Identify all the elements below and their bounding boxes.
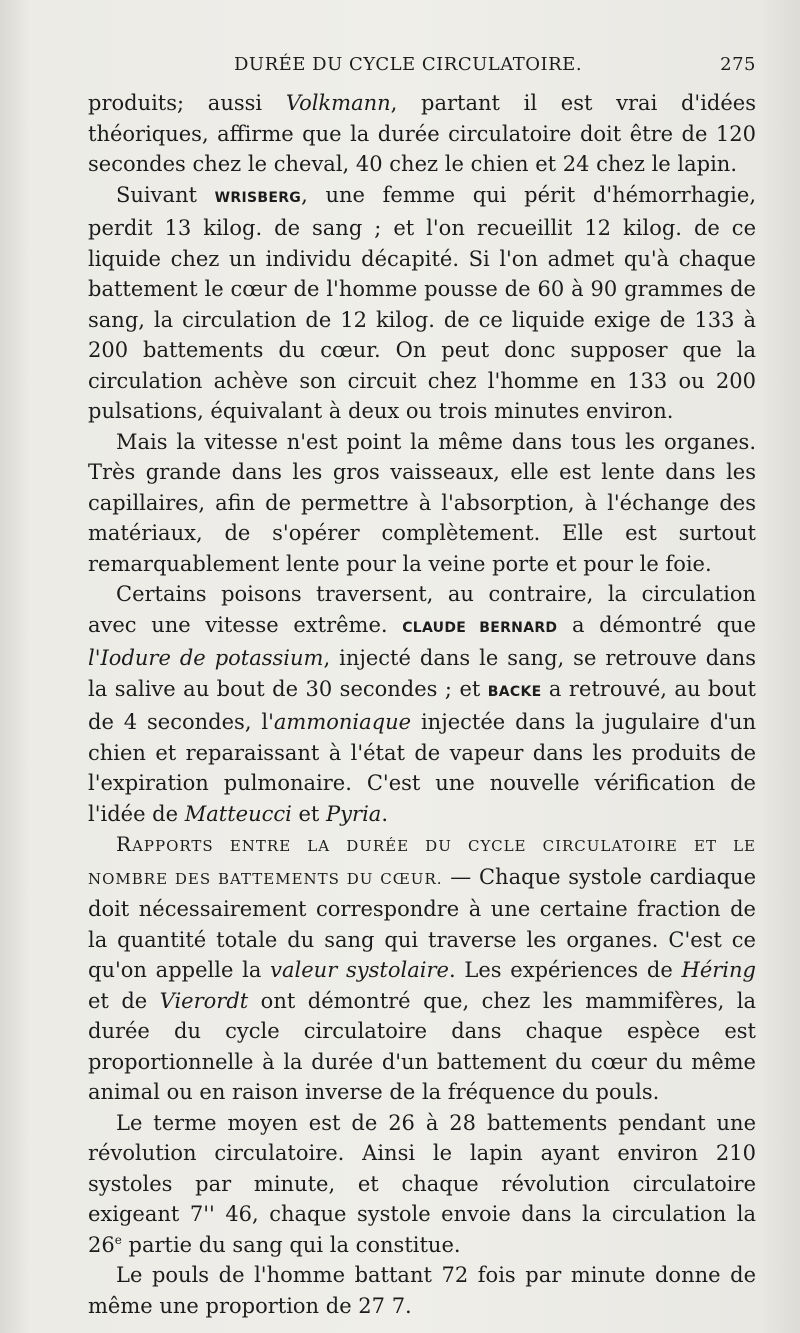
- paragraph-7: Le pouls de l'homme battant 72 fois par minute donne de même une proportion de 27 7.: [88, 1263, 756, 1318]
- author-name: Vierordt: [159, 988, 249, 1013]
- paragraph-5: RAPPORTS ENTRE LA DURÉE DU CYCLE CIRCULATOIRE ET LE NOMBRE DES BATTEMENTS DU CŒUR. — Chaque systole cardiaque doit nécessairement correspondre à une certaine fraction de la quantité totale du sang qui traverse les organes. C'est ce qu'on appelle la valeur systolaire. Les expériences de Héring et de Vierordt ont démontré que, chez les mammifères, la durée du cycle circulatoire dans chaque espèce est proportionnelle à la durée d'un battement du cœur du même animal ou en raison inverse de la fréquence du pouls.: [88, 832, 757, 1104]
- author-name: BACKE: [487, 683, 542, 700]
- section-rubric: RAPPORTS ENTRE LA DURÉE DU CYCLE CIRCULATOIRE ET LE NOMBRE DES BATTEMENTS DU CŒUR.: [88, 832, 756, 888]
- author-name: CLAUDE BERNARD: [402, 619, 558, 636]
- page-header: [88, 54, 756, 84]
- paragraph-6: Le terme moyen est de 26 à 28 battements pendant une révolution circulatoire. Ainsi le lapin ayant environ 210 systoles par minute, et chaque révolution circulatoire exigeant 7'' 46, chaque systole envoie dans la circulation la 26e partie du sang qui la constitue.: [88, 1110, 756, 1257]
- paragraph-1: produits; aussi Volkmann, partant il est vrai d'idées théoriques, affirme que la durée circulatoire doit être de 120 secondes chez le cheval, 40 chez le chien et 24 chez le lapin.: [88, 91, 756, 176]
- author-name: Volkmann: [285, 91, 391, 115]
- italic-term: Iodure de potassium: [100, 646, 324, 670]
- author-name: Pyria: [326, 801, 382, 826]
- author-name: Matteucci: [184, 801, 292, 826]
- running-title: DURÉE DU CYCLE CIRCULATOIRE.: [234, 54, 583, 75]
- paragraph-4: Certains poisons traversent, au contraire, la circulation avec une vitesse extrême. CLAUDE BERNARD a démontré que l'Iodure de potassium, injecté dans le sang, se retrouve dans la salive au bout de 30 secondes ; et BACKE a retrouvé, au bout de 4 secondes, l'ammoniaque injectée dans la jugulaire d'un chien et reparaissant à l'état de vapeur dans les produits de l'expiration pulmonaire. C'est une nouvelle vérification de l'idée de Matteucci et Pyria.: [88, 582, 756, 826]
- italic-term: ammoniaque: [273, 710, 412, 734]
- author-name: Héring: [681, 958, 756, 982]
- body-text: [88, 88, 756, 1321]
- author-name: WRISBERG: [214, 189, 302, 206]
- paragraph-2: Suivant WRISBERG, une femme qui périt d'hémorrhagie, perdit 13 kilog. de sang ; et l'on recueillit 12 kilog. de ce liquide chez un individu décapité. Si l'on admet qu'à chaque battement le cœur de l'homme pousse de 60 à 90 grammes de sang, la circulation de 12 kilog. de ce liquide exige de 133 à 200 battements du cœur. On peut donc supposer que la circulation achève son circuit chez l'homme en 133 ou 200 pulsations, équivalant à deux ou trois minutes environ.: [88, 182, 756, 423]
- paragraph-3: Mais la vitesse n'est point la même dans tous les organes. Très grande dans les gros vaisseaux, elle est lente dans les capillaires, afin de permettre à l'absorption, à l'échange des matériaux, de s'opérer complètement. Elle est surtout remarquablement lente pour la veine porte et pour le foie.: [88, 429, 756, 576]
- page-number: 275: [720, 54, 756, 75]
- italic-term: valeur systolaire: [270, 958, 449, 982]
